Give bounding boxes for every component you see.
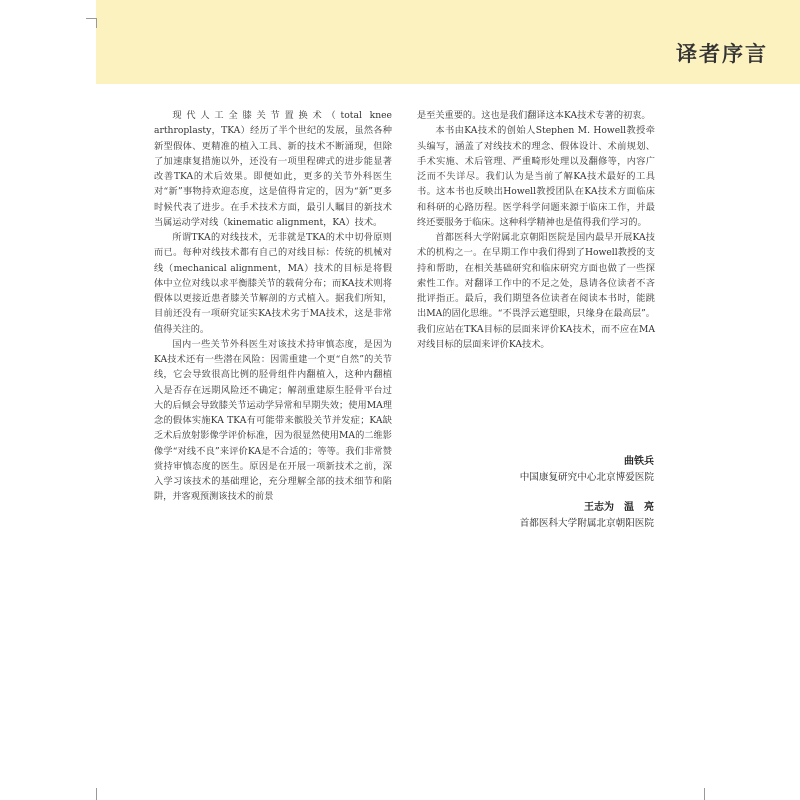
crop-mark-top-left-h — [86, 18, 96, 19]
signature-block-2 — [520, 500, 654, 532]
right-column — [417, 108, 655, 352]
crop-mark-top-left — [96, 18, 97, 28]
crop-mark-bottom-left — [96, 788, 97, 800]
translator-affiliation: 首都医科大学附属北京朝阳医院 — [519, 518, 654, 529]
page-title: 译者序言 — [676, 42, 768, 66]
translator-names: 王志为 温 亮 — [584, 502, 654, 513]
crop-mark-bottom-right — [704, 788, 705, 800]
paragraph: 所谓TKA的对线技术，无非就是TKA的术中切骨原则而已。每种对线技术都有自己的对线目标：传统的机械对线（mechanical alignment，MA）技术的目标是将假体中立位对线以求平衡膝关节的载荷分布；而KA技术则将假体以更接近患者膝关节解剖的方式植入。据我们所知，目前还没有一项研究证实KA技术劣于MA技术，这是非常值得关注的。 — [154, 232, 392, 335]
paragraph: 首都医科大学附属北京朝阳医院是国内最早开展KA技术的机构之一。在早期工作中我们得到了Howell教授的支持和帮助，在相关基础研究和临床研究方面也做了一些探索性工作。对翻译工作中的不足之处，恳请各位读者不吝批评指正。最后，我们期望各位读者在阅读本书时，能跳出MA的固化思维。“不畏浮云遮望眼，只缘身在最高层”。我们应站在TKA目标的层面来评价KA技术，而不应在MA对线目标的层面来评价KA技术。 — [417, 232, 655, 350]
paragraph: 是至关重要的。这也是我们翻译这本KA技术专著的初衷。 — [417, 110, 651, 121]
paragraph: 现代人工全膝关节置换术（total knee arthroplasty，TKA）经历了半个世纪的发展，虽然各种新型假体、更精准的植入工具、新的技术不断涌现，但除了加速康复措施以外，还没有一项里程碑式的进步能显著改善TKA的术后效果。即便如此，更多的关节外科医生对“新”事物持欢迎态度，这是值得肯定的，因为“新”更多时候代表了进步。在手术技术方面，最引人瞩目的新技术当属运动学对线（kinematic alignment，KA）技术。 — [154, 110, 392, 228]
signature-block-1 — [520, 454, 654, 486]
translator-affiliation: 中国康复研究中心北京博爱医院 — [519, 472, 654, 483]
left-column — [154, 108, 392, 505]
paragraph: 本书由KA技术的创始人Stephen M. Howell教授牵头编写，涵盖了对线技术的理念、假体设计、术前规划、手术实施、术后管理、严重畸形处理以及翻修等，内容广泛而不失详尽。我们认为是当前了解KA技术最好的工具书。这本书也反映出Howell教授团队在KA技术方面临床和科研的心路历程。医学科学问题来源于临床工作，并最终还要服务于临床。这种科学精神也是值得我们学习的。 — [417, 125, 655, 228]
paragraph: 国内一些关节外科医生对该技术持审慎态度，是因为KA技术还有一些潜在风险：因需重建一个更“自然”的关节线，它会导致很高比例的胫骨组件内翻植入，这种内翻植入是否存在远期风险还不确定；解剖重建原生胫骨平台过大的后倾会导致膝关节运动学异常和早期失效；使用MA理念的假体实施KA TKA有可能带来髌股关节并发症；KA缺乏术后放射影像学评价标准，因为很显然使用MA的二维影像学“对线不良”来评价KA是不合适的；等等。我们非常赞赏持审慎态度的医生。原因是在开展一项新技术之前，深入学习该技术的基础理论，充分理解全部的技术细节和陷阱，并客观预测该技术的前景 — [154, 338, 392, 503]
translator-name: 曲铁兵 — [624, 456, 654, 467]
